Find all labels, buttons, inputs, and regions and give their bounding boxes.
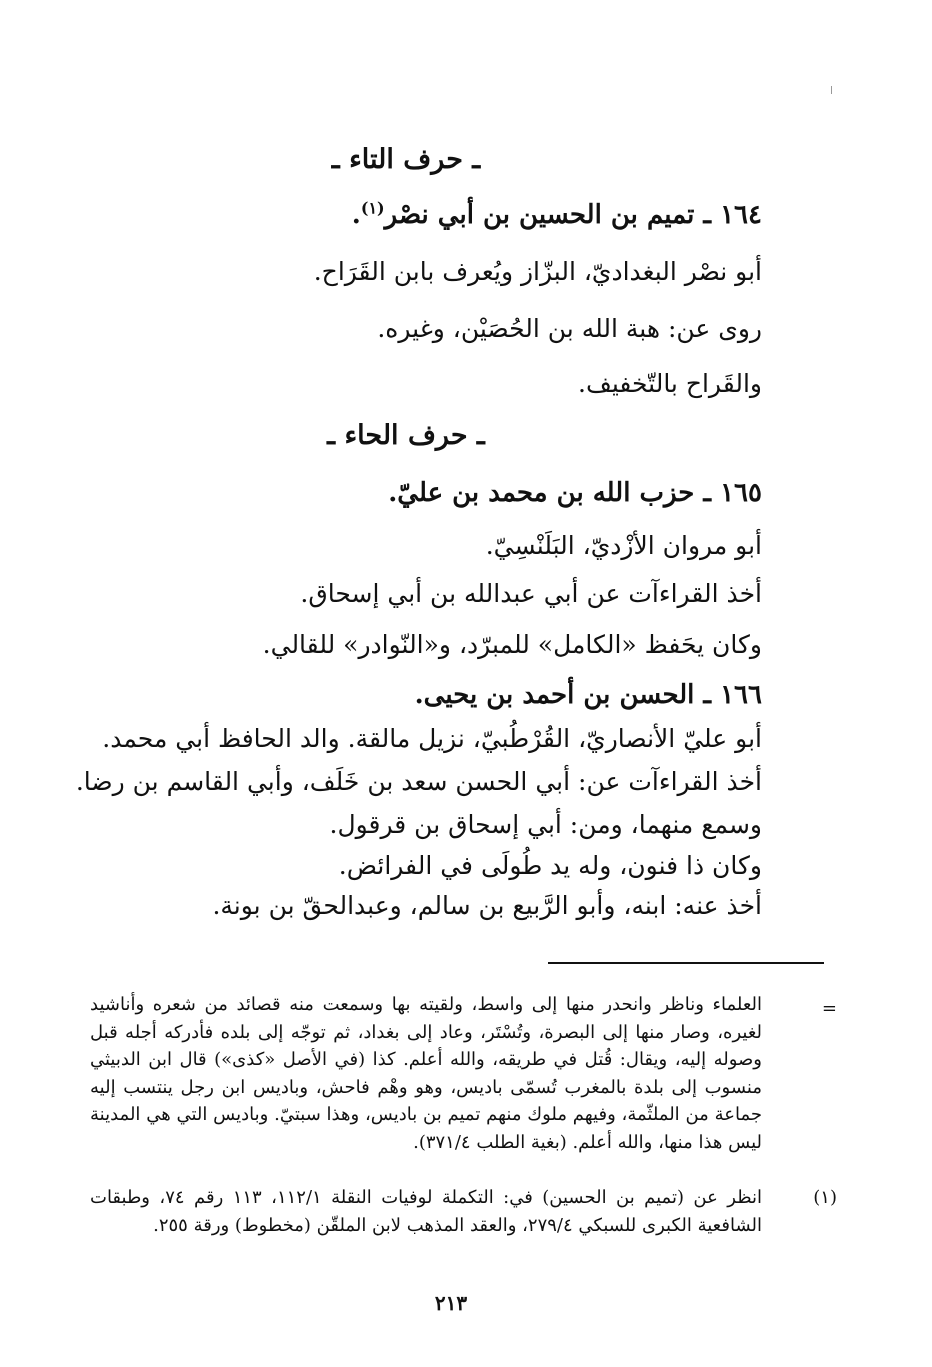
entry-166-line-4: وكان ذا فنون، وله يد طُولَى في الفرائض. bbox=[338, 851, 762, 880]
footnote-separator bbox=[548, 962, 824, 964]
entry-166-title: ١٦٦ ـ الحسن بن أحمد بن يحيى. bbox=[414, 680, 762, 710]
section-heading-ha: ـ حرف الحاء ـ bbox=[327, 420, 485, 451]
entry-165-line-2: أخذ القراءآت عن أبي عبدالله بن أبي إسحاق. bbox=[300, 579, 762, 608]
entry-164-title-text: ١٦٤ ـ تميم بن الحسين بن أبي نصْر bbox=[384, 200, 762, 230]
entry-164-line-1: أبو نصْر البغداديّ، البزّاز ويُعرف بابن القَرَاح. bbox=[313, 257, 762, 286]
entry-164-line-2: روى عن: هبة الله بن الحُصَيْن، وغيره. bbox=[377, 314, 762, 343]
entry-166-line-3: وسمع منهما، ومن: أبي إسحاق بن قرقول. bbox=[329, 810, 762, 839]
entry-165-line-3: وكان يحَفظ «الكامل» للمبرّد، و«النّوادر» للقالي. bbox=[262, 630, 762, 659]
entry-164-line-3: والقَراح بالتّخفيف. bbox=[578, 369, 762, 398]
section-heading-ta: ـ حرف التاء ـ bbox=[331, 144, 481, 175]
entry-165-line-1: أبو مروان الأزْديّ، البَلَنْسِيّ. bbox=[485, 531, 762, 560]
footnote-continuation-marker: = bbox=[821, 998, 837, 1019]
footnote-ref-1[interactable]: (١) bbox=[360, 198, 385, 218]
page-number: ٢١٣ bbox=[434, 1291, 468, 1315]
entry-165-title: ١٦٥ ـ حزب الله بن محمد بن عليّ. bbox=[388, 478, 762, 508]
entry-166-line-1: أبو عليّ الأنصاريّ، القُرْطُبيّ، نزيل مالقة. والد الحافظ أبي محمد. bbox=[102, 724, 762, 753]
footnote-continuation: العلماء وناظر وانحدر منها إلى واسط، ولقيته بها وسمعت منه قصائد من شعره وأناشيد لغيره، وصار منها إلى البصرة، وتُسْتَر، وعاد إلى بغداد، ثم توجّه إلى بلده فأدركه أجله قبل وصوله إليه، ويقال: قُتل في طريقه، والله أعلم. كذا (في الأصل «كذى») قال ابن الدبيثي منسوب إلى بلدة بالمغرب تُسمّى باديس، وهو وهْم فاحش، وباديس ابن رجل ينتسب إليه جماعة من الملثّمة، وفيهم ملوك منهم تميم بن باديس، وهذا سبتيّ. وباديس التي هي المدينة ليس هذا منها، والله أعلم. (بغية الطلب ٣٧١/٤). bbox=[90, 994, 762, 1153]
entry-164-title bbox=[352, 196, 762, 234]
margin-tick bbox=[831, 86, 832, 94]
footnote-1-marker: (١) bbox=[813, 1187, 837, 1208]
footnote-1: انظر عن (تميم بن الحسين) في: التكملة لوفيات النقلة ١١٢/١، ١١٣ رقم ٧٤، وطبقات الشافعية الكبرى للسبكي ٢٧٩/٤، والعقد المذهب لابن الملقّن (مخطوط) ورقة ٢٥٥. bbox=[90, 1187, 762, 1236]
entry-166-line-2: أخذ القراءآت عن: أبي الحسن سعد بن خَلَف، وأبي القاسم بن رضا. bbox=[75, 767, 762, 796]
entry-166-line-5: أخذ عنه: ابنه، وأبو الرَّبيع بن سالم، وعبدالحقّ بن بونة. bbox=[212, 891, 762, 920]
entry-164-title-end: . bbox=[351, 200, 361, 230]
